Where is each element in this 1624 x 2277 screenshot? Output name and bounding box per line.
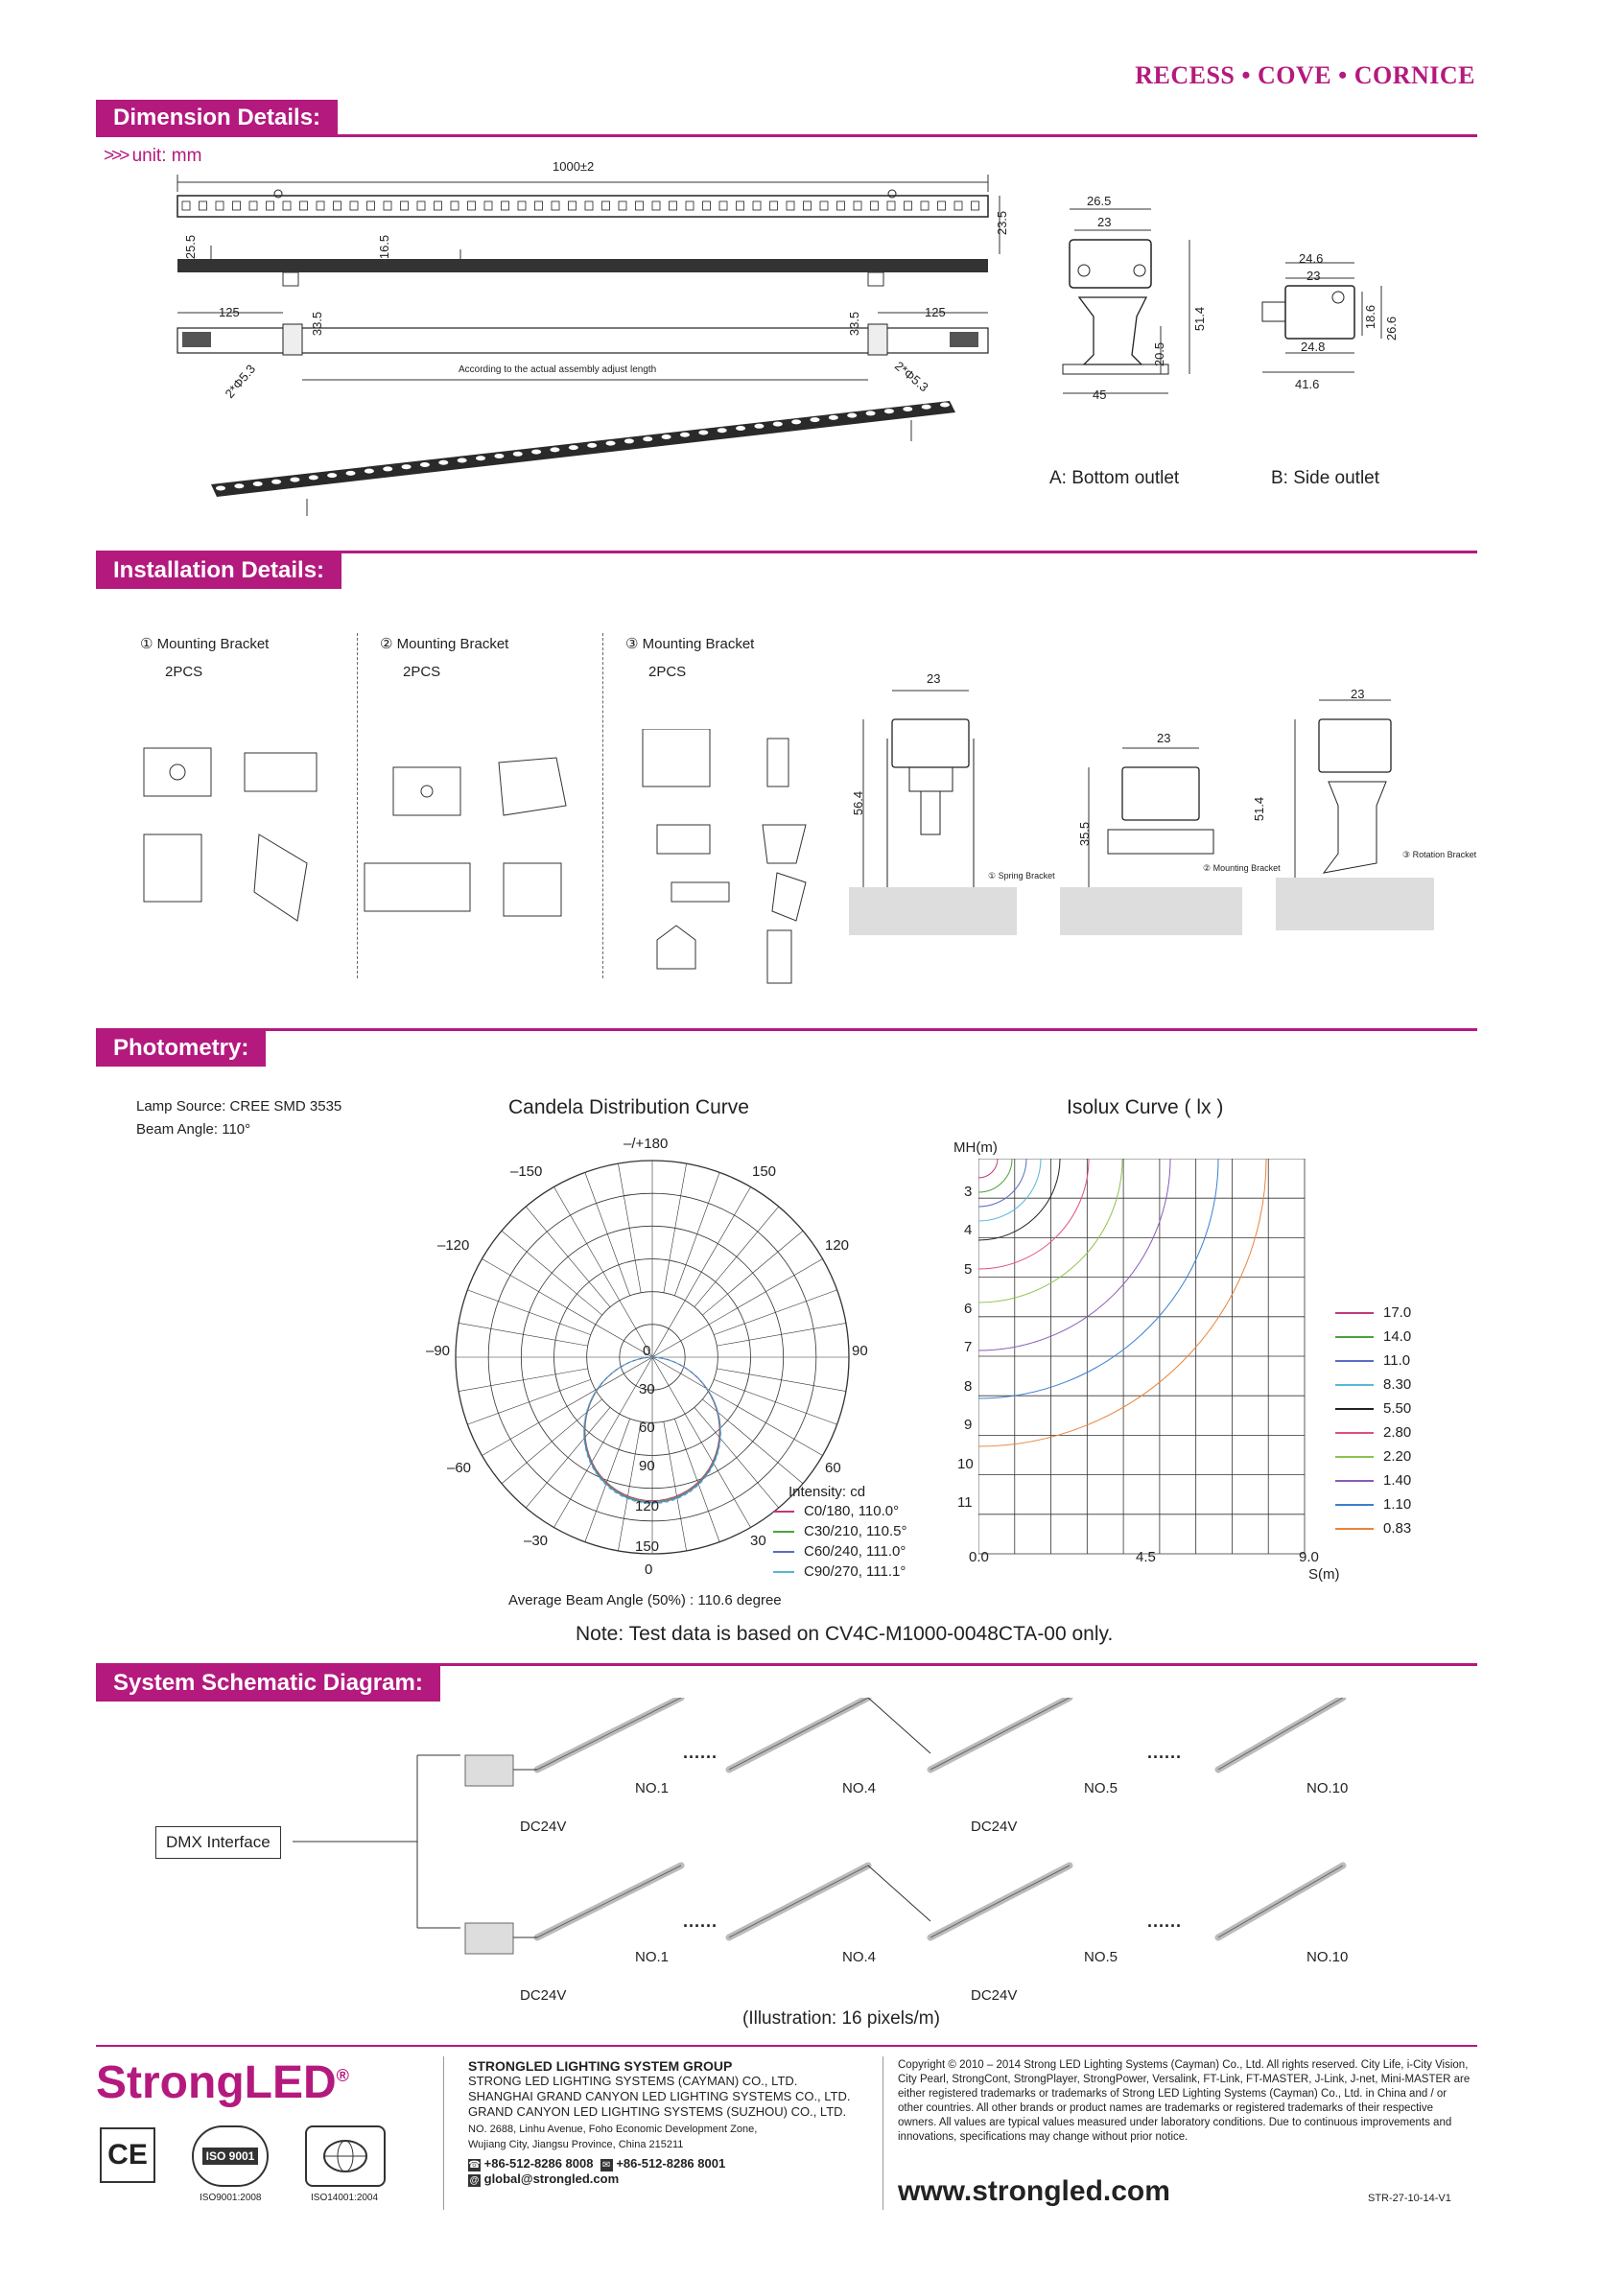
top-view-bar	[177, 196, 988, 217]
mount1-w: 23	[927, 671, 941, 686]
section-schematic: System Schematic Diagram:	[96, 1665, 440, 1702]
link-line	[868, 1698, 930, 1753]
led-pixel	[810, 417, 819, 422]
led-pixel	[476, 456, 485, 460]
led-pixel	[569, 445, 578, 450]
bottom-outlet-caption: A: Bottom outlet	[1049, 468, 1180, 488]
company: GRAND CANYON LED LIGHTING SYSTEMS (SUZHOU) CO., LTD.	[468, 2104, 847, 2119]
dots: ······	[1147, 1748, 1182, 1767]
section-divider	[96, 1663, 1477, 1666]
beam-angle: Beam Angle: 110°	[136, 1121, 251, 1138]
phone-icon: ☎	[468, 2160, 481, 2171]
led-pixel	[905, 201, 912, 210]
led-pixel	[182, 201, 190, 210]
led-pixel	[662, 434, 671, 439]
led-pixel	[267, 201, 274, 210]
dim-hole-left: 2*Φ5.3	[222, 362, 259, 401]
led-pixel	[309, 475, 318, 480]
mount2-w: 23	[1157, 731, 1171, 745]
led-pixel	[383, 466, 392, 471]
bracket-3-label: ③ Mounting Bracket	[625, 636, 755, 652]
led-pixel	[791, 419, 801, 424]
led-pixel	[249, 201, 257, 210]
dim-height-right: 23.5	[995, 210, 1010, 236]
bracket-3-qty: 2PCS	[648, 664, 687, 680]
isolux-contour	[978, 1159, 1060, 1240]
led-pixel	[300, 201, 308, 210]
led-pixel	[234, 483, 244, 488]
company: SHANGHAI GRAND CANYON LED LIGHTING SYSTEMS CO., LTD.	[468, 2089, 851, 2103]
node-no5: NO.5	[1084, 1949, 1118, 1965]
company-info	[468, 2058, 871, 2187]
so-w-inner: 23	[1306, 269, 1321, 283]
led-pixel	[402, 464, 412, 469]
y-tick: 11	[957, 1494, 973, 1511]
node-no4: NO.4	[842, 1780, 877, 1796]
dc-label: DC24V	[971, 1987, 1018, 2004]
led-pixel	[384, 201, 391, 210]
mount-drawings	[844, 671, 1458, 940]
led-pixel	[569, 201, 577, 210]
footer-divider	[96, 2045, 1477, 2047]
legend-item: C0/180, 110.0°	[773, 1501, 906, 1521]
node-no10: NO.10	[1306, 1780, 1349, 1796]
dim-left-125: 125	[219, 305, 240, 319]
legend-item: 1.40	[1335, 1468, 1411, 1492]
x-tick: 4.5	[1136, 1549, 1156, 1565]
mount3-w: 23	[1351, 687, 1365, 701]
profile-drawing	[163, 153, 1046, 518]
led-pixel	[438, 460, 448, 465]
led-pixel	[365, 469, 374, 474]
bottom-outlet-drawing	[1055, 192, 1247, 412]
y-tick: 8	[964, 1378, 973, 1395]
legend-item: 8.30	[1335, 1373, 1411, 1397]
led-pixel	[854, 201, 861, 210]
led-pixel	[458, 458, 467, 463]
led-pixel	[513, 452, 523, 457]
dc-label: DC24V	[971, 1819, 1018, 1835]
isolux-y-label: MH(m)	[953, 1139, 998, 1156]
intensity-legend	[773, 1501, 906, 1582]
isolux-contour	[978, 1159, 1041, 1221]
dim-hole-right: 2*Φ5.3	[891, 358, 931, 395]
mount1-h: 56.4	[851, 790, 866, 816]
illustration-note: (Illustration: 16 pixels/m)	[742, 2008, 940, 2029]
isolux-title: Isolux Curve ( lx )	[1067, 1096, 1224, 1118]
led-pixel	[887, 201, 895, 210]
intensity-label: Intensity: cd	[788, 1484, 866, 1500]
led-pixel	[871, 201, 879, 210]
polar-label-r30: 30	[750, 1533, 766, 1549]
so-w-bottom: 24.8	[1301, 340, 1326, 354]
mount3-tag: ③ Rotation Bracket	[1402, 850, 1477, 859]
footer-sep	[443, 2056, 444, 2210]
led-pixel	[884, 409, 894, 413]
led-pixel	[606, 441, 616, 446]
dots: ······	[683, 1916, 718, 1936]
candela-title: Candela Distribution Curve	[508, 1096, 749, 1118]
led-pixel	[847, 413, 857, 418]
led-pixel	[938, 201, 946, 210]
dmx-interface: DMX Interface	[155, 1826, 281, 1859]
led-pixel	[451, 201, 459, 210]
led-pixel	[619, 201, 626, 210]
polar-label-l120: –120	[437, 1237, 470, 1254]
y-tick: 4	[964, 1222, 973, 1238]
fax-icon: ✉	[600, 2159, 613, 2171]
dim-length: 1000±2	[553, 159, 595, 174]
dim-left-335: 33.5	[310, 311, 325, 337]
cqm-badge	[305, 2125, 386, 2187]
doc-id: STR-27-10-14-V1	[1368, 2193, 1451, 2204]
legend-item: 14.0	[1335, 1325, 1411, 1349]
led-pixel	[643, 436, 652, 441]
isolux-contour	[978, 1159, 1266, 1446]
led-pixel	[718, 428, 727, 433]
light-bar-outline	[729, 1698, 868, 1770]
so-h-total: 26.6	[1384, 316, 1400, 341]
node-no1: NO.1	[635, 1949, 670, 1965]
legend-item: 2.80	[1335, 1420, 1411, 1444]
led-pixel	[686, 201, 694, 210]
iso-badge: ISO 9001	[192, 2125, 269, 2187]
bo-w-top: 26.5	[1087, 194, 1112, 208]
node-no4: NO.4	[842, 1949, 877, 1965]
power-supply	[465, 1755, 513, 1786]
led-pixel	[535, 201, 543, 210]
radial-150: 150	[635, 1538, 660, 1555]
led-pixel	[753, 201, 761, 210]
website[interactable]: www.strongled.com	[898, 2175, 1170, 2207]
led-pixel	[216, 486, 225, 491]
so-w-base: 41.6	[1295, 377, 1320, 391]
section-installation: Installation Details:	[96, 552, 341, 589]
polar-label-r120: 120	[825, 1237, 850, 1254]
bracket-2-qty: 2PCS	[403, 664, 441, 680]
mount3-h: 51.4	[1252, 796, 1267, 822]
y-tick: 6	[964, 1301, 973, 1317]
radial-30: 30	[639, 1381, 655, 1397]
section-dimension: Dimension Details:	[96, 100, 338, 136]
polar-label-r150: 150	[752, 1163, 777, 1180]
perspective-bar	[211, 401, 955, 497]
polar-label-top: –/+180	[624, 1136, 669, 1152]
so-h-inner: 18.6	[1363, 304, 1378, 330]
led-pixel	[770, 201, 778, 210]
led-pixel	[972, 201, 979, 210]
bracket-drawings	[134, 729, 844, 998]
test-note: Note: Test data is based on CV4C-M1000-0048CTA-00 only.	[576, 1623, 1114, 1645]
section-divider	[96, 134, 1477, 137]
bracket-2-label: ② Mounting Bracket	[380, 636, 509, 652]
legend-item: C90/270, 111.1°	[773, 1561, 906, 1582]
isolux-contour	[978, 1159, 998, 1178]
isolux-contour	[978, 1159, 1012, 1192]
light-bar-outline	[930, 1866, 1070, 1937]
legend-item: 17.0	[1335, 1301, 1411, 1325]
dc-label: DC24V	[520, 1987, 567, 2004]
radial-0: 0	[643, 1343, 651, 1359]
radial-90: 90	[639, 1458, 655, 1474]
x-tick: 9.0	[1299, 1549, 1319, 1565]
led-pixel	[922, 405, 931, 410]
legend-item: 1.10	[1335, 1492, 1411, 1516]
led-pixel	[787, 201, 794, 210]
dim-right-335: 33.5	[847, 311, 862, 337]
legend-item: 5.50	[1335, 1397, 1411, 1420]
led-pixel	[921, 201, 929, 210]
led-pixel	[233, 201, 241, 210]
average-beam: Average Beam Angle (50%) : 110.6 degree	[508, 1592, 782, 1608]
group-name: STRONGLED LIGHTING SYSTEM GROUP	[468, 2058, 733, 2074]
led-pixel	[736, 426, 745, 431]
led-pixel	[417, 201, 425, 210]
legend-item: 0.83	[1335, 1516, 1411, 1540]
power-supply	[465, 1923, 513, 1954]
polar-label-l90: –90	[426, 1343, 451, 1359]
dim-h2: 16.5	[377, 234, 392, 260]
isolux-x-label: S(m)	[1308, 1566, 1340, 1583]
bo-w-inner: 23	[1097, 215, 1112, 229]
dim-h1: 25.5	[183, 234, 199, 260]
led-pixel	[652, 201, 660, 210]
adjust-note: According to the actual assembly adjust length	[459, 364, 657, 375]
light-bar-outline	[1218, 1698, 1343, 1770]
light-bar-outline	[537, 1866, 681, 1937]
led-pixel	[829, 415, 838, 420]
led-pixel	[550, 447, 559, 452]
mail-icon: @	[469, 2175, 480, 2186]
led-pixel	[271, 480, 281, 484]
email-row: @ global@strongled.com	[469, 2171, 620, 2186]
led-pixel	[903, 407, 912, 411]
led-pixel	[773, 422, 783, 427]
led-pixel	[624, 438, 634, 443]
led-pixel	[602, 201, 610, 210]
node-no5: NO.5	[1084, 1780, 1118, 1796]
led-pixel	[317, 201, 324, 210]
led-pixel	[334, 201, 341, 210]
legend-item: 2.20	[1335, 1444, 1411, 1468]
led-pixel	[737, 201, 744, 210]
led-pixel	[820, 201, 828, 210]
bo-h-base: 20.5	[1152, 341, 1167, 367]
led-pixel	[253, 481, 263, 486]
led-pixel	[754, 424, 764, 429]
x-tick: 0.0	[969, 1549, 989, 1565]
section-divider	[96, 1028, 1477, 1031]
led-pixel	[866, 411, 876, 415]
ce-mark: CE	[100, 2127, 155, 2183]
led-pixel	[587, 443, 597, 448]
address: NO. 2688, Linhu Avenue, Foho Economic Development Zone,	[468, 2124, 758, 2135]
phone-row: ☎ +86-512-8286 8008 ✉ +86-512-8286 8001	[468, 2156, 726, 2171]
radial-120: 120	[635, 1498, 660, 1514]
led-pixel	[350, 201, 358, 210]
lamp-source: Lamp Source: CREE SMD 3535	[136, 1098, 342, 1115]
side-outlet-caption: B: Side outlet	[1271, 468, 1380, 488]
isolux-contour	[978, 1159, 1122, 1303]
section-photometry: Photometry:	[96, 1030, 266, 1067]
led-pixel	[837, 201, 845, 210]
led-pixel	[420, 462, 430, 467]
y-tick: 7	[964, 1339, 973, 1355]
unit-label: >>> unit: mm	[104, 146, 202, 166]
globe-icon	[321, 2137, 369, 2175]
so-w-top: 24.6	[1299, 251, 1324, 266]
node-no1: NO.1	[635, 1780, 670, 1796]
led-pixel	[502, 201, 509, 210]
led-pixel	[484, 201, 492, 210]
section-divider	[96, 551, 1477, 553]
led-pixel	[435, 201, 442, 210]
led-pixel	[518, 201, 526, 210]
led-pixel	[346, 471, 356, 476]
bo-h-total: 51.4	[1192, 306, 1208, 332]
led-pixels	[182, 201, 979, 210]
led-pixel	[367, 201, 375, 210]
legend-item: 11.0	[1335, 1349, 1411, 1373]
radial-60: 60	[639, 1420, 655, 1436]
mount2-h: 35.5	[1077, 821, 1093, 847]
legend-item: C60/240, 111.0°	[773, 1541, 906, 1561]
page-title: RECESS • COVE • CORNICE	[1135, 61, 1475, 89]
isolux-chart	[978, 1159, 1324, 1561]
led-pixel	[200, 201, 207, 210]
bracket-1-qty: 2PCS	[165, 664, 203, 680]
link-line	[868, 1866, 930, 1921]
address: Wujiang City, Jiangsu Province, China 215211	[468, 2139, 684, 2150]
polar-label-l60: –60	[447, 1460, 472, 1476]
led-pixel	[552, 201, 559, 210]
led-pixel	[401, 201, 409, 210]
dots: ······	[683, 1748, 718, 1767]
copyright: Copyright © 2010 – 2014 Strong LED Lighting Systems (Cayman) Co., Ltd. All rights reserved. City Life, i-City Vision, City Pearl, StrongCont, StrongPlayer, StrongPower, Versalink, FT-Link, FT-MASTER, J-Link, J-net, Mini-MASTER are either registered trademarks or trademarks of Strong LED Lighting Systems (Cayman) Co., Ltd. in China and / or other countries. All other brands or product names are trademarks or registered trademarks of their respective owners. All values are typical values measured under laboratory conditions. Due to continuous improvements and innovations, specifications may change without prior notice.	[898, 2059, 1471, 2143]
isolux-contour	[978, 1159, 1089, 1269]
y-tick: 3	[964, 1184, 973, 1200]
dots: ······	[1147, 1916, 1182, 1936]
led-pixel	[719, 201, 727, 210]
led-pixel	[680, 433, 690, 437]
mount2-tag: ② Mounting Bracket	[1203, 863, 1281, 873]
company: STRONG LED LIGHTING SYSTEMS (CAYMAN) CO., LTD.	[468, 2074, 798, 2088]
led-pixel	[531, 450, 541, 455]
iso1-caption: ISO9001:2008	[200, 2193, 262, 2203]
light-bar-outline	[1218, 1866, 1343, 1937]
polar-label-l150: –150	[510, 1163, 543, 1180]
polar-label-r90: 90	[852, 1343, 868, 1359]
isolux-legend	[1335, 1301, 1411, 1540]
legend-item: C30/210, 110.5°	[773, 1521, 906, 1541]
dc-label: DC24V	[520, 1819, 567, 1835]
isolux-contour	[978, 1159, 1170, 1350]
dim-right-125: 125	[925, 305, 946, 319]
bo-w-base: 45	[1093, 387, 1107, 402]
polar-label-r60: 60	[825, 1460, 841, 1476]
led-pixel	[216, 201, 224, 210]
light-bar-outline	[930, 1698, 1070, 1770]
light-bar-outline	[729, 1866, 868, 1937]
y-tick: 5	[964, 1261, 973, 1278]
led-pixel	[494, 454, 504, 458]
led-pixel	[283, 201, 291, 210]
led-pixel	[698, 431, 708, 435]
led-pixel	[636, 201, 644, 210]
polar-label-bottom: 0	[645, 1561, 653, 1578]
side-view-bar	[177, 259, 988, 272]
led-pixel	[327, 473, 337, 478]
led-pixel	[940, 403, 950, 408]
mount1-tag: ① Spring Bracket	[988, 871, 1055, 880]
led-pixel	[804, 201, 812, 210]
led-pixel	[585, 201, 593, 210]
led-pixel	[954, 201, 962, 210]
led-pixel	[703, 201, 711, 210]
brand-logo: StrongLED®	[96, 2057, 349, 2108]
led-pixel	[468, 201, 476, 210]
schematic-diagram	[153, 1698, 1381, 2005]
y-tick: 10	[957, 1456, 974, 1472]
iso2-caption: ISO14001:2004	[311, 2193, 379, 2203]
led-pixel	[670, 201, 677, 210]
polar-label-l30: –30	[524, 1533, 549, 1549]
y-tick: 9	[964, 1417, 973, 1433]
led-pixel	[290, 478, 299, 482]
light-bar-outline	[537, 1698, 681, 1770]
node-no10: NO.10	[1306, 1949, 1349, 1965]
bracket-1-label: ① Mounting Bracket	[140, 636, 270, 652]
